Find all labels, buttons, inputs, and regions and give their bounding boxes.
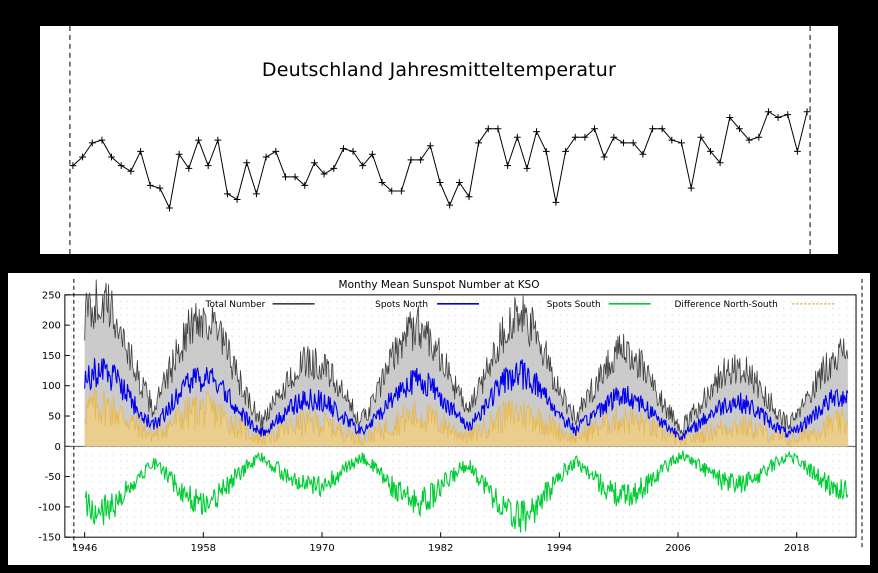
y-tick-label: 100 — [41, 381, 61, 393]
legend-label: Difference North-South — [674, 299, 778, 310]
x-tick-label: 1970 — [309, 543, 335, 555]
y-tick-label: 250 — [41, 290, 61, 302]
legend-label: Spots North — [375, 299, 429, 310]
page-title: Deutschland Jahresmitteltemperatur — [261, 59, 617, 81]
y-tick-label: 150 — [41, 350, 61, 362]
temperature-chart-svg — [40, 26, 838, 254]
sunspot-chart-panel — [7, 272, 871, 566]
y-tick-label: -100 — [38, 502, 61, 514]
y-tick-label: 200 — [41, 320, 61, 332]
legend-label: Total Number — [205, 299, 266, 310]
y-tick-label: 0 — [54, 441, 61, 453]
x-tick-label: 2018 — [784, 543, 810, 555]
temperature-series — [70, 108, 811, 211]
legend-label: Spots South — [546, 299, 601, 310]
x-tick-label: 1982 — [427, 543, 454, 555]
y-tick-label: -150 — [38, 532, 61, 544]
x-tick-label: 2006 — [665, 543, 691, 555]
x-tick-label: 1958 — [190, 543, 216, 555]
x-tick-label: 1946 — [71, 543, 98, 555]
sunspot-chart-title: Monthy Mean Sunspot Number at KSO — [338, 278, 540, 291]
x-tick-label: 1994 — [546, 543, 573, 555]
y-tick-label: 50 — [48, 411, 61, 423]
temperature-chart-panel — [39, 25, 839, 255]
sunspot-chart-svg — [8, 273, 870, 565]
y-tick-label: -50 — [44, 472, 61, 484]
